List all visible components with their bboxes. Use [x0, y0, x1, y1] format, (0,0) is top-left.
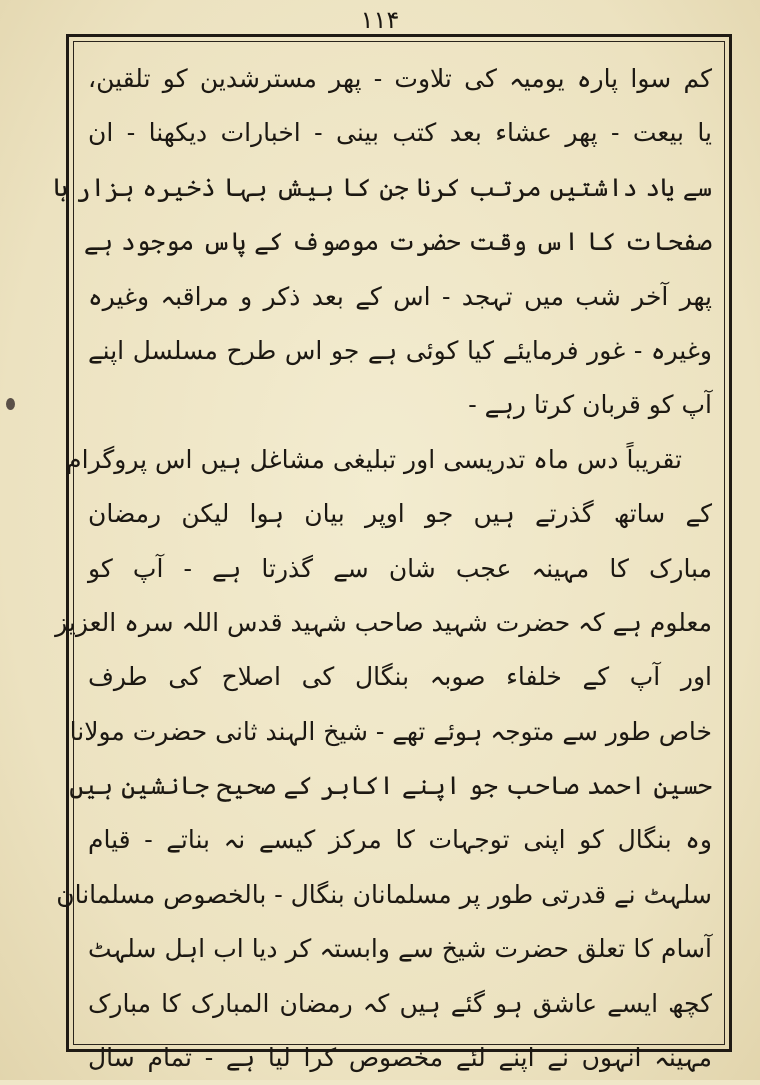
text-line: پھر آخر شب میں تہجد - اس کے بعد ذکر و مراقبہ وغیرہ [88, 281, 712, 311]
ink-spot [6, 398, 15, 410]
text-line: کم سوا پارہ یومیہ کی تلاوت - پھر مسترشدین کو تلقین، [88, 64, 712, 93]
text-line: مہینہ انہوں نے اپنے لئے مخصوص کرا لیا ہے - تمام سال [88, 1043, 712, 1073]
text-line: وہ بنگال کو اپنی توجہات کا مرکز کیسے نہ بناتے - قیام [88, 825, 712, 855]
text-line: آسام کا تعلق حضرت شیخ سے وابستہ کر دیا اب اہل سلہٹ [88, 934, 712, 964]
text-line: معلوم ہے کہ حضرت شہید صاحب شہید قدس اللہ سرہ العزیز [55, 607, 712, 637]
page-number: ۱۱۴ [360, 6, 400, 34]
paragraph-end-line: آپ کو قربان کرتا رہے - [468, 390, 712, 420]
text-line: اور آپ کے خلفاء صوبہ بنگال کی اصلاح کی طرف [88, 662, 712, 692]
text-line: سے یاد داشتیں مرتب کرنا جن کا بیش بہا ذخیرہ ہزار ہا [53, 172, 712, 202]
text-line: یا بیعت - پھر عشاء بعد کتب بینی - اخبارات دیکھنا - ان [88, 118, 712, 148]
paragraph-start-line: تقریباً دس ماہ تدریسی اور تبلیغی مشاغل ہیں اس پروگرام [66, 444, 682, 474]
text-line: وغیرہ - غور فرمایئے کیا کوئی ہے جو اس طرح مسلسل اپنے [88, 335, 712, 365]
urdu-text-body [53, 52, 712, 1073]
text-line: مبارک کا مہینہ عجب شان سے گذرتا ہے - آپ کو [88, 553, 712, 583]
text-line: کے ساتھ گذرتے ہیں جو اوپر بیان ہوا لیکن رمضان [88, 499, 712, 529]
text-line: خاص طور سے متوجہ ہوئے تھے - شیخ الہند ثانی حضرت مولانا [69, 716, 712, 746]
text-line: حسین احمد صاحب جو اپنے اکابر کے صحیح جانشین ہیں [69, 771, 712, 801]
text-line: کچھ ایسے عاشق ہو گئے ہیں کہ رمضان المبارک کا مبارک [88, 988, 712, 1018]
text-line: صفحات کا اس وقت حضرت موصوف کے پاس موجود ہے [83, 227, 712, 257]
text-line: سلہٹ نے قدرتی طور پر مسلمانان بنگال - بالخصوص مسلمانان [56, 879, 712, 909]
